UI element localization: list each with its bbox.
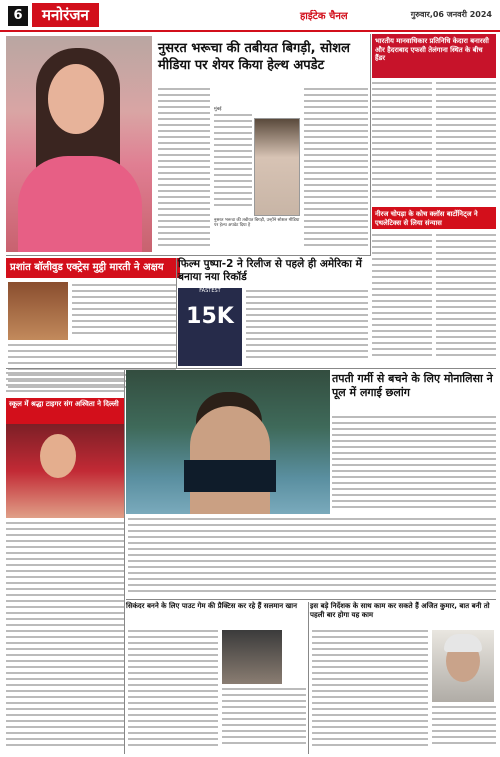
right-story2-body-col1: [372, 234, 432, 364]
right-story1-headline[interactable]: भारतीय मानवाधिकार प्रतिनिधि केदारा बनारसी और हैदराबाद एफसी तेलंगाना स्थित के बीच हैंडर: [372, 34, 496, 78]
story1-body-col2: [214, 114, 252, 214]
story4-photo: [6, 424, 124, 518]
right-story2-body-col2: [436, 234, 496, 364]
story5-photo: [126, 370, 330, 514]
brand-name: हाईटेक चैनल: [300, 11, 348, 22]
page-number: 6: [8, 6, 28, 26]
story3-image-small: FASTEST: [199, 288, 221, 294]
right-story2-headline[interactable]: नीरज चोपड़ा के कोच क्लॉस बार्टोनिट्ज ने एथलेटिक्स से लिया संन्यास: [372, 207, 496, 229]
story7-photo: [432, 630, 494, 702]
story3-photo: [178, 288, 242, 366]
section-label: मनोरंजन: [32, 3, 99, 27]
story6-photo: [222, 630, 282, 684]
story1-inset-photo: [254, 118, 300, 216]
story1-caption: नुसरत भरूचा की तबीयत बिगड़ी, उन्होंने सोशल मीडिया पर हेल्थ अपडेट दिया है: [214, 218, 300, 229]
story1-byline: मुंबई: [214, 107, 222, 112]
story7-body-col1: [312, 630, 428, 752]
story7-body-col2: [432, 706, 496, 752]
story3-image-big: 15K: [186, 304, 234, 329]
story2-headline[interactable]: प्रशांत बॉलीवुड एक्ट्रेस मुट्ठी मारती ने अक्षय: [6, 258, 180, 278]
right-story1-body-col1: [372, 82, 432, 204]
story6-body-col2: [222, 688, 306, 752]
story2-body-side: [72, 284, 176, 340]
story3-body: [246, 290, 368, 366]
story6-body-col1: [128, 630, 218, 752]
story1-body-col1: [158, 88, 210, 252]
story1-photo: [6, 36, 152, 252]
story1-headline[interactable]: नुसरत भरूचा की तबीयत बिगड़ी, सोशल मीडिया पर शेयर किया हेल्थ अपडेट: [158, 41, 350, 73]
story2-photo: [8, 282, 68, 340]
right-story1-body-col2: [436, 82, 496, 204]
story4-body-top: [6, 372, 124, 396]
story5-headline[interactable]: तपती गर्मी से बचने के लिए मोनालिसा ने पूल में लगाई छलांग: [332, 372, 493, 399]
story4-headline[interactable]: स्कूल में श्रद्धा टाइगर संग अश्विता ने दिल्ली: [6, 398, 124, 424]
story3-headline[interactable]: फिल्म पुष्पा-2 ने रिलीज से पहले ही अमेरिका में बनाया नया रिकॉर्ड: [178, 258, 362, 283]
story6-headline[interactable]: सिकंदर बनने के लिए पाउट गेम की प्रैक्टिस कर रहे हैं सलमान खान: [126, 602, 297, 610]
edition-date: गुरुवार,06 जनवरी 2024: [410, 10, 492, 19]
story1-body-col3: [304, 88, 368, 252]
masthead: [0, 0, 500, 32]
story5-body-bottom: [128, 518, 496, 598]
story4-body: [6, 522, 124, 752]
story5-body-right: [332, 416, 496, 514]
story7-headline[interactable]: इस बड़े निर्देशक के साथ काम कर सकते हैं अजित कुमार, बात बनी तो पहली बार होगा यह काम: [310, 602, 490, 619]
